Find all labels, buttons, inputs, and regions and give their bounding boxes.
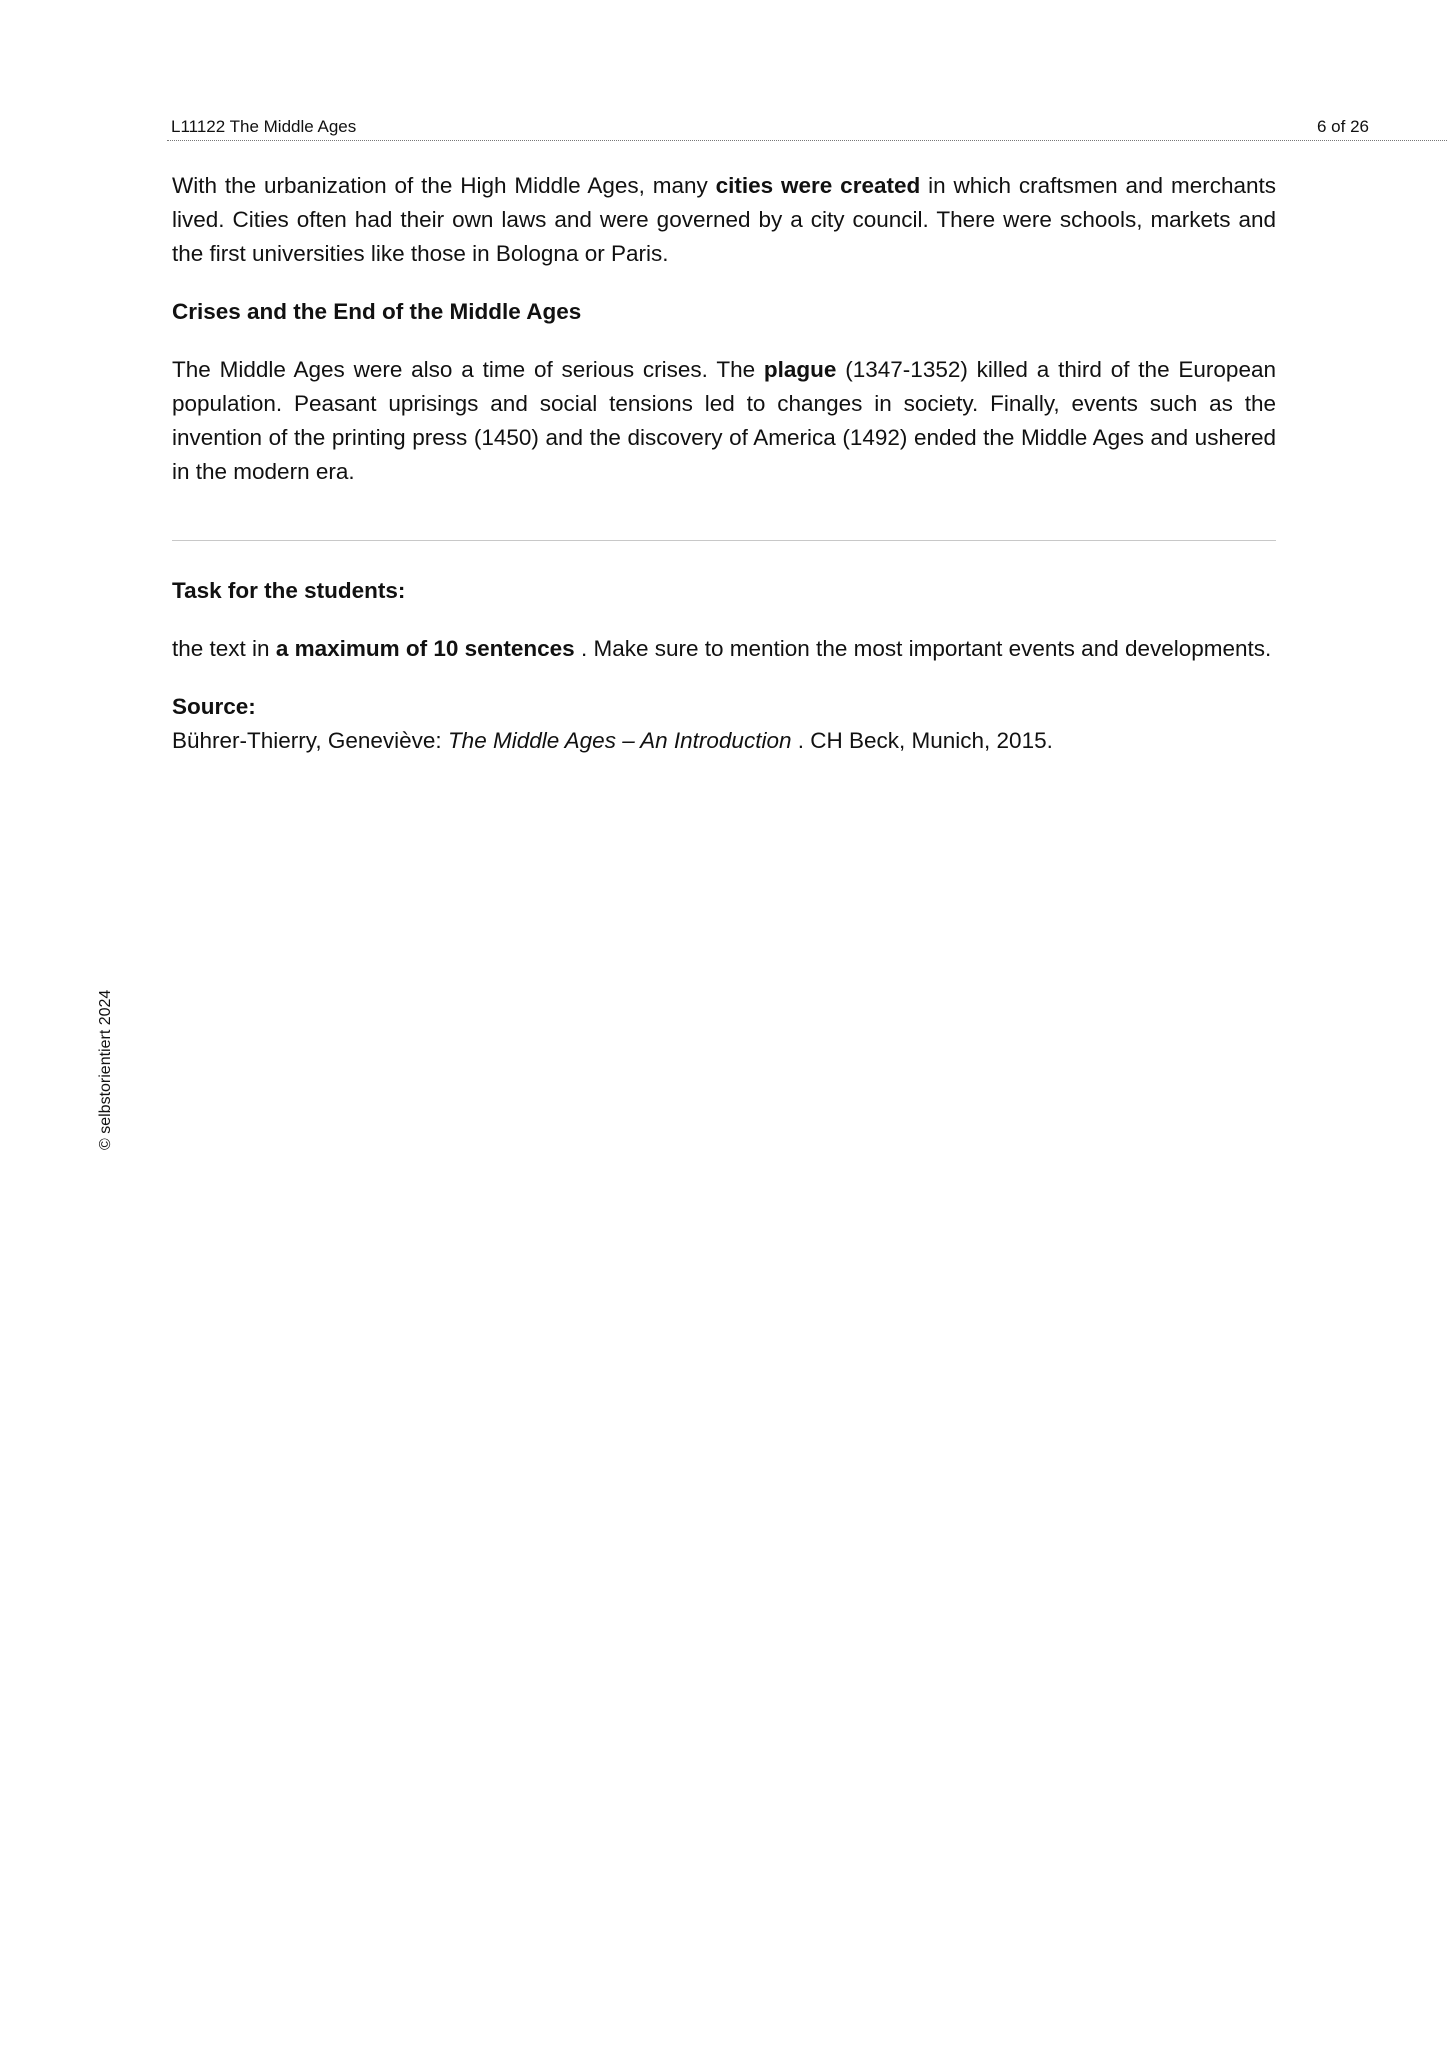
copyright-note: © selbstorientiert 2024	[97, 989, 114, 1150]
section-divider	[172, 540, 1276, 541]
crises-text-start: The Middle Ages were also a time of serious crises. The	[172, 357, 764, 382]
urbanization-emphasis: cities were created	[715, 173, 921, 198]
source-publisher: . CH Beck, Munich, 2015.	[791, 728, 1053, 753]
source-label: Source:	[172, 694, 256, 719]
crises-heading: Crises and the End of the Middle Ages	[172, 299, 582, 324]
crises-text-end: (1347-1352) killed a third of the European population. Peasant uprisings and social tensions led to changes in society. Finally, events such as the invention of the printing press (1450) and the discovery of America (1492) ended the Middle Ages and ushered in the modern era.	[172, 357, 1276, 484]
page-header	[167, 114, 1447, 141]
urbanization-text-end: in which craftsmen and merchants lived. Cities often had their own laws and were governed by a city council. There were schools, markets and the first universities like those in Bologna or Paris.	[172, 173, 1276, 266]
document-code: L11122 The Middle Ages	[171, 117, 357, 136]
task-text-start: the text in	[172, 636, 276, 661]
main-content	[172, 169, 1276, 489]
task-text-end: . Make sure to mention the most important events and developments.	[574, 636, 1272, 661]
task-emphasis: a maximum of 10 sentences	[275, 636, 575, 661]
crises-paragraph	[172, 353, 1276, 489]
task-section	[172, 574, 1276, 758]
source-author: Bührer-Thierry, Geneviève:	[172, 728, 448, 753]
urbanization-text-start: With the urbanization of the High Middle Ages, many	[172, 173, 716, 198]
task-heading: Task for the students:	[172, 578, 406, 603]
source-title: The Middle Ages – An Introduction	[447, 728, 792, 753]
task-paragraph	[172, 632, 1276, 666]
source-citation	[172, 724, 1276, 758]
page-number: 6 of 26	[1317, 117, 1369, 136]
crises-emphasis: plague	[763, 357, 837, 382]
urbanization-paragraph	[172, 169, 1276, 271]
